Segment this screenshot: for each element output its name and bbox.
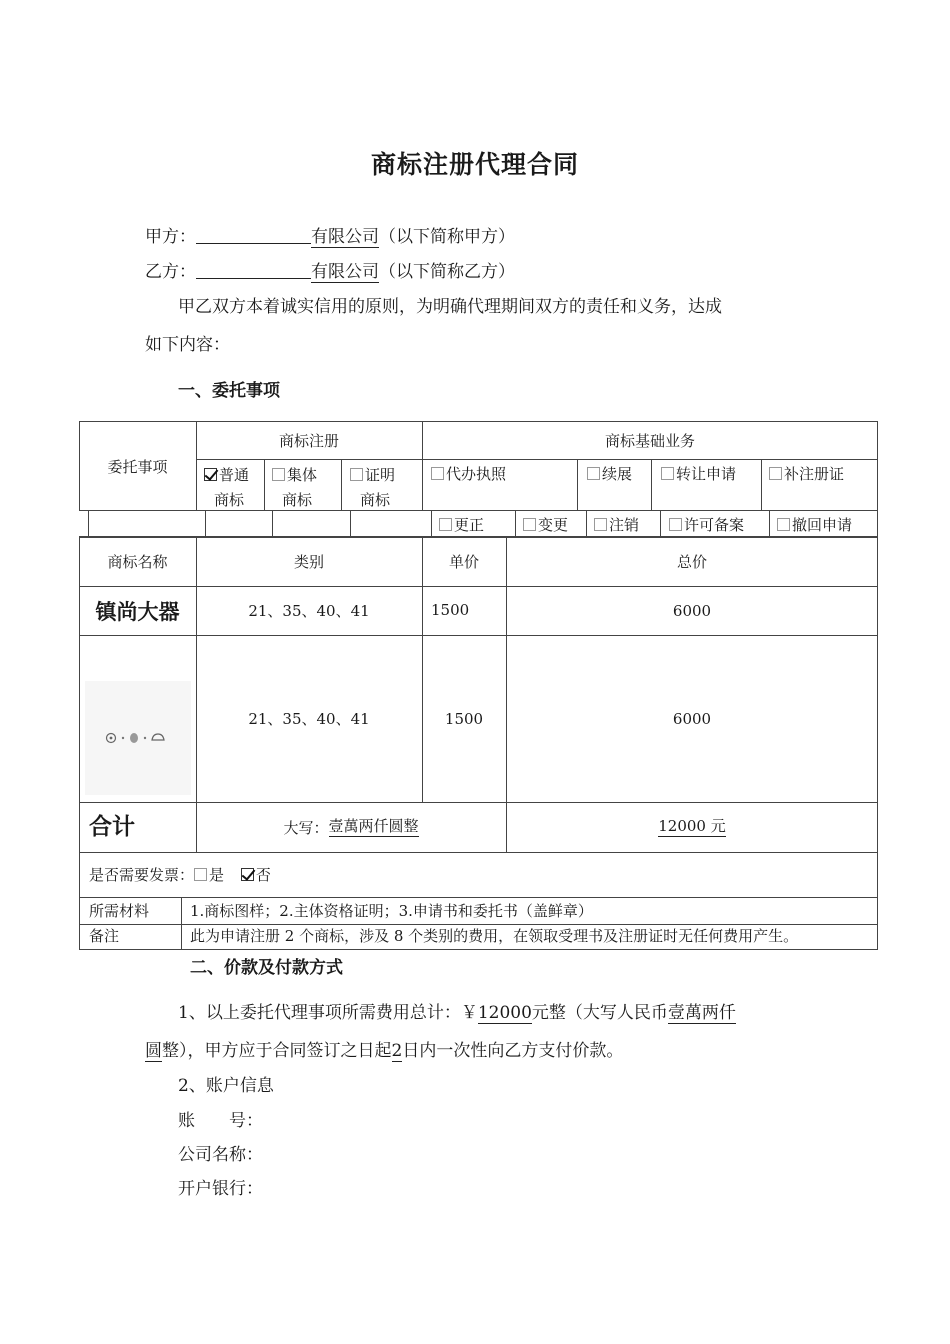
basic-option-renewal[interactable]: 续展 <box>587 463 632 484</box>
remark-value: 此为申请注册 2 个商标，涉及 8 个类别的费用，在领取受理书及注册证时无任何费用产生。 <box>190 927 799 945</box>
reg-option-ordinary[interactable]: 普通 商标 <box>204 463 264 513</box>
checkbox-checked-icon[interactable] <box>204 468 217 481</box>
entrust-label: 委托事项 <box>107 457 168 476</box>
reg-option-certification[interactable]: 证明 商标 <box>350 463 420 513</box>
checkbox-icon[interactable] <box>439 518 452 531</box>
invoice-yes-checkbox[interactable] <box>194 868 207 881</box>
materials-value: 1.商标图样；2.主体资格证明；3.申请书和委托书（盖鲜章） <box>190 902 593 920</box>
sum-amount: 12000 元 <box>658 817 726 835</box>
sum-label: 合计 <box>89 814 135 840</box>
invoice-yes-label: 是 <box>209 866 225 884</box>
row2-total: 6000 <box>672 709 712 728</box>
section1-heading: 一、委托事项 <box>178 381 280 401</box>
row2-unit-price: 1500 <box>444 709 484 728</box>
basic-option-license-filing[interactable]: 许可备案 <box>669 514 744 535</box>
contract-title: 商标注册代理合同 <box>370 150 579 179</box>
row2-trademark-logo <box>85 681 191 795</box>
intro-line-2: 如下内容： <box>145 335 230 355</box>
invoice-no-checkbox[interactable] <box>241 868 254 881</box>
checkbox-icon[interactable] <box>523 518 536 531</box>
sum-capital <box>196 802 506 852</box>
party-b-label: 乙方： <box>145 262 196 282</box>
col-header-category: 类别 <box>293 553 324 571</box>
checkbox-icon[interactable] <box>777 518 790 531</box>
remark-label: 备注 <box>89 927 120 945</box>
party-b-line <box>145 257 515 283</box>
bank-label: 开户银行： <box>178 1179 263 1199</box>
basic-option-cancel[interactable]: 注销 <box>594 514 639 535</box>
payment-line-1: 1、以上委托代理事项所需费用总计：￥12000元整（大写人民币壹萬两仟 <box>178 1003 736 1023</box>
invoice-no-label: 否 <box>255 866 271 884</box>
checkbox-icon[interactable] <box>661 467 674 480</box>
col-header-unit-price: 单价 <box>448 553 479 571</box>
reg-header: 商标注册 <box>278 431 339 450</box>
party-b-note: （以下简称乙方） <box>379 262 515 282</box>
payment-capital-2: 圆 <box>145 1041 162 1061</box>
payment-line-2: 圆整），甲方应于合同签订之日起2日内一次性向乙方支付价款。 <box>145 1041 624 1061</box>
row2-category: 21、35、40、41 <box>248 710 370 728</box>
reg-option-collective[interactable]: 集体 商标 <box>272 463 340 513</box>
sum-amount-wrap <box>506 802 878 852</box>
entrust-table <box>79 421 878 950</box>
invoice-question <box>89 852 271 898</box>
payment-capital-1: 壹萬两仟 <box>667 1003 736 1023</box>
party-a-name-blank[interactable] <box>196 226 311 244</box>
row1-category: 21、35、40、41 <box>248 602 370 620</box>
col-header-total: 总价 <box>676 553 707 571</box>
sum-capital-label: 大写： <box>283 818 329 837</box>
account-number-label: 账 号： <box>178 1111 263 1131</box>
checkbox-icon[interactable] <box>669 518 682 531</box>
basic-option-change[interactable]: 变更 <box>523 514 568 535</box>
row1-unit-price: 1500 <box>431 601 470 619</box>
invoice-label: 是否需要发票： <box>89 866 195 884</box>
payment-amount: 12000 <box>477 1003 532 1023</box>
party-a-suffix: 有限公司 <box>311 227 379 247</box>
section2-heading: 二、价款及付款方式 <box>190 958 343 978</box>
basic-option-transfer[interactable]: 转让申请 <box>661 463 736 484</box>
trademark-logo-icon <box>103 730 173 746</box>
account-info-heading: 2、账户信息 <box>178 1076 274 1096</box>
party-a-line <box>145 222 515 248</box>
row1-trademark-name: 镇尚大器 <box>95 599 180 624</box>
basic-option-reissue[interactable]: 补注册证 <box>769 463 844 484</box>
sum-capital-value: 壹萬两仟圆整 <box>328 817 419 835</box>
row1-total: 6000 <box>672 601 712 620</box>
checkbox-icon[interactable] <box>594 518 607 531</box>
intro-line-1: 甲乙双方本着诚实信用的原则，为明确代理期间双方的责任和义务，达成 <box>178 297 722 317</box>
party-a-note: （以下简称甲方） <box>379 227 515 247</box>
checkbox-icon[interactable] <box>769 467 782 480</box>
party-a-label: 甲方： <box>145 227 196 247</box>
basic-option-correction[interactable]: 更正 <box>439 514 484 535</box>
party-b-suffix: 有限公司 <box>311 262 379 282</box>
checkbox-icon[interactable] <box>431 467 444 480</box>
basic-option-withdraw[interactable]: 撤回申请 <box>777 514 852 535</box>
payment-days: 2 <box>391 1041 403 1061</box>
checkbox-icon[interactable] <box>350 468 363 481</box>
checkbox-icon[interactable] <box>587 467 600 480</box>
col-header-name: 商标名称 <box>107 553 168 571</box>
company-name-label: 公司名称： <box>178 1145 263 1165</box>
checkbox-icon[interactable] <box>272 468 285 481</box>
basic-header: 商标基础业务 <box>604 431 695 450</box>
basic-option-license[interactable]: 代办执照 <box>431 463 506 484</box>
party-b-name-blank[interactable] <box>196 261 311 279</box>
materials-label: 所需材料 <box>89 902 150 920</box>
